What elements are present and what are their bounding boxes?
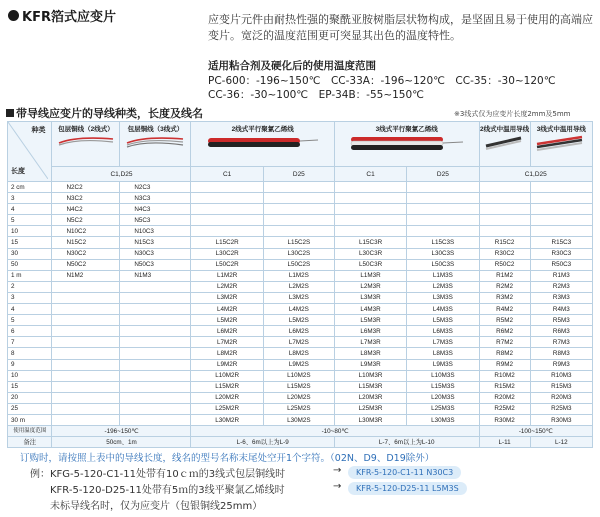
length-cell: 30 m [8,414,52,425]
table-row [8,281,593,292]
code-cell [120,326,191,337]
code-cell: L50C3S [407,259,479,270]
code-cell: L7M2R [191,337,263,348]
length-cell: 25 [8,403,52,414]
table-row [8,193,593,204]
length-cell: 50 [8,259,52,270]
code-cell [191,193,263,204]
code-cell [263,193,334,204]
code-cell [530,226,592,237]
code-cell: L6M2S [263,326,334,337]
length-cell: 6 [8,326,52,337]
table-row [8,348,593,359]
code-cell: N1M3 [120,270,191,281]
code-cell [407,193,479,204]
product-description: 应变片元件由耐热性强的聚酰亚胺树脂层状物构成，是坚固且易于使用的高端应变片。宽泛的温度范围更可突显其出色的温度特性。 [208,13,593,42]
table-row [8,359,593,370]
code-cell: L15C3R [334,237,406,248]
length-cell: 3 [8,292,52,303]
example-2-text: KFR-5-120-D25-11处带有5ｍ的3线平聚氯乙烯线时 [50,485,285,496]
example-3-text: 未标导线名时，仅为应变片（包银铜线25mm） [50,501,263,512]
code-cell [334,204,406,215]
code-cell: L6M2R [191,326,263,337]
code-cell: L5M3S [407,315,479,326]
code-cell: L6M3R [334,326,406,337]
code-cell: L3M2R [191,292,263,303]
code-cell: N10C2 [52,226,120,237]
length-cell: 7 [8,337,52,348]
code-cell [334,182,406,193]
temp-range-pvc: -10~80℃ [191,426,479,437]
table-row [8,403,593,414]
code-cell: L30M3R [334,414,406,425]
code-cell: L6M3S [407,326,479,337]
code-cell [407,226,479,237]
code-cell [120,392,191,403]
pvc-3wire-icon [347,134,467,152]
code-cell: R2M3 [530,281,592,292]
temp-range-clad: -196~150℃ [52,426,191,437]
code-cell [530,204,592,215]
code-cell: L15C2R [191,237,263,248]
code-cell: R30M3 [530,414,592,425]
table-row [8,292,593,303]
code-cell [52,304,120,315]
mid-temp-2wire-icon [483,134,527,152]
code-cell: L15M3S [407,381,479,392]
example-1-text: 例：KFG-5-120-C1-11处带有10ｃｍ的3线式包层铜线时 [30,469,286,480]
code-cell: L8M2R [191,348,263,359]
header-mid-temp-2wire: 2线式中温用导线 [479,122,530,167]
code-cell: R15M2 [479,381,530,392]
code-cell: L9M2R [191,359,263,370]
code-cell: L30M2R [191,414,263,425]
table-row [8,315,593,326]
code-cell: L3M2S [263,292,334,303]
code-cell: L15M3R [334,381,406,392]
code-cell [52,281,120,292]
table-row [8,259,593,270]
length-cell: 5 [8,215,52,226]
corner-kind-label: 种类 [31,127,46,134]
code-cell: L2M2R [191,281,263,292]
code-cell [120,348,191,359]
code-cell: N30C2 [52,248,120,259]
code-cell [120,337,191,348]
code-cell: L50C2R [191,259,263,270]
code-cell: L7M2S [263,337,334,348]
section-square-icon [6,109,14,117]
code-cell: L20M3S [407,392,479,403]
code-cell [120,304,191,315]
code-cell: R30C2 [479,248,530,259]
code-cell: L5M2R [191,315,263,326]
example-1-code: KFR-5-120-C1-11 N30C3 [348,466,461,479]
example-2-arrow-icon: → [333,481,342,492]
ordering-note: 订购时，请按照上表中的导线长度，线名的型号名称末尾处空开1个字符。（02N、D9、D19除外） [20,453,435,464]
table-row [8,392,593,403]
length-cell: 2 cm [8,182,52,193]
code-cell: L20M2S [263,392,334,403]
header-clad-2wire: 包层铜线（2线式） [52,122,120,167]
code-cell: L8M3S [407,348,479,359]
remark-pvc-2wire: L-6、6m以上为L-9 [191,437,334,448]
length-cell: 4 [8,304,52,315]
code-cell: R5M3 [530,315,592,326]
code-cell: L1M3R [334,270,406,281]
code-cell [407,215,479,226]
subheader-pvc2-c1: C1 [191,167,263,182]
code-cell: R50C3 [530,259,592,270]
remark-mid-temp-3wire: L-12 [530,437,592,448]
code-cell: R9M3 [530,359,592,370]
code-cell: L10M3S [407,370,479,381]
code-cell: N2C2 [52,182,120,193]
adhesive-heading: 适用粘合剂及硬化后的使用温度范围 [208,60,376,72]
corner-length-label: 长度 [11,168,25,175]
header-mid-temp-3wire: 3线式中温用导线 [530,122,592,167]
table-body [8,182,593,426]
page-title: KFR箔式应变片 [22,10,116,25]
code-cell: N5C3 [120,215,191,226]
code-cell: L4M3R [334,304,406,315]
table-row [8,248,593,259]
subheader-clad: C1,D25 [52,167,191,182]
adhesive-line-1: PC-600：-196~150℃ CC-33A：-196~120℃ CC-35：-30~120℃ [208,75,556,87]
code-cell [263,226,334,237]
code-cell: R15C2 [479,237,530,248]
code-cell [52,359,120,370]
table-row [8,304,593,315]
code-cell: R15M3 [530,381,592,392]
code-cell [191,182,263,193]
header-pvc-3wire: 3线式平行聚氯乙烯线 [334,122,479,167]
code-cell: R25M2 [479,403,530,414]
code-cell: L15C3S [407,237,479,248]
code-cell: L25M3R [334,403,406,414]
code-cell: L3M3R [334,292,406,303]
code-cell: R6M2 [479,326,530,337]
code-cell: L50C2S [263,259,334,270]
code-cell: R6M3 [530,326,592,337]
code-cell: N4C3 [120,204,191,215]
code-cell: L5M2S [263,315,334,326]
length-cell: 8 [8,348,52,359]
table-row [8,414,593,425]
code-cell: R2M2 [479,281,530,292]
code-cell: L4M3S [407,304,479,315]
code-cell: L2M3S [407,281,479,292]
length-cell: 1 m [8,270,52,281]
code-cell: L10M3R [334,370,406,381]
code-cell: L25M3S [407,403,479,414]
adhesive-line-2: CC-36：-30~100℃ EP-34B：-55~150℃ [208,89,424,101]
code-cell: R15C3 [530,237,592,248]
code-cell: R50C2 [479,259,530,270]
code-cell: L10M2R [191,370,263,381]
code-cell: N15C3 [120,237,191,248]
code-cell [334,226,406,237]
code-cell [334,215,406,226]
length-cell: 5 [8,315,52,326]
code-cell: N10C3 [120,226,191,237]
code-cell: L9M3S [407,359,479,370]
code-cell: R3M3 [530,292,592,303]
code-cell: R3M2 [479,292,530,303]
code-cell: N1M2 [52,270,120,281]
temp-range-mid-temp: -100~150℃ [479,426,593,437]
code-cell [52,370,120,381]
code-cell: L15M2S [263,381,334,392]
code-cell [479,182,530,193]
code-cell: N3C2 [52,193,120,204]
code-cell: L2M3R [334,281,406,292]
code-cell: N2C3 [120,182,191,193]
code-cell: L7M3R [334,337,406,348]
code-cell [479,215,530,226]
code-cell [407,182,479,193]
code-cell [191,204,263,215]
table-row [8,326,593,337]
code-cell: R9M2 [479,359,530,370]
subheader-pvc2-d25: D25 [263,167,334,182]
leadwire-table [7,121,593,448]
code-cell: L30M3S [407,414,479,425]
pvc-2wire-icon [204,134,322,150]
code-cell: L25M2R [191,403,263,414]
length-cell: 15 [8,381,52,392]
table-row [8,370,593,381]
length-cell: 20 [8,392,52,403]
subheader-mid-temp: C1,D25 [479,167,593,182]
code-cell: L9M2S [263,359,334,370]
length-cell: 10 [8,226,52,237]
subheader-pvc3-d25: D25 [407,167,479,182]
temp-range-row [8,426,593,437]
code-cell: L10M2S [263,370,334,381]
code-cell [191,215,263,226]
code-cell: R25M3 [530,403,592,414]
code-cell: N50C2 [52,259,120,270]
header-pvc-2wire: 2线式平行聚氯乙烯线 [191,122,334,167]
code-cell: N30C3 [120,248,191,259]
code-cell [120,414,191,425]
code-cell: L30M2S [263,414,334,425]
table-row [8,237,593,248]
length-cell: 15 [8,237,52,248]
code-cell [530,215,592,226]
code-cell [52,348,120,359]
code-cell: L25M2S [263,403,334,414]
code-cell [120,359,191,370]
remark-mid-temp-2wire: L-11 [479,437,530,448]
code-cell [52,392,120,403]
code-cell: L4M2R [191,304,263,315]
code-cell [479,226,530,237]
code-cell [530,182,592,193]
mid-temp-3wire-icon [534,134,588,152]
code-cell: L20M2R [191,392,263,403]
code-cell: R7M2 [479,337,530,348]
code-cell: L30C3R [334,248,406,259]
code-cell [530,193,592,204]
code-cell [120,381,191,392]
code-cell: R5M2 [479,315,530,326]
code-cell [479,193,530,204]
code-cell: L50C3R [334,259,406,270]
length-cell: 4 [8,204,52,215]
code-cell: R30M2 [479,414,530,425]
code-cell: R1M3 [530,270,592,281]
code-cell: L9M3R [334,359,406,370]
code-cell: R8M3 [530,348,592,359]
code-cell [334,193,406,204]
code-cell: L1M2S [263,270,334,281]
code-cell [263,182,334,193]
example-2-code: KFR-5-120-D25-11 L5M3S [348,482,467,495]
code-cell [52,403,120,414]
clad-2wire-icon [57,134,115,148]
code-cell: R20M2 [479,392,530,403]
code-cell [263,215,334,226]
code-cell: L30C3S [407,248,479,259]
subheader-pvc3-c1: C1 [334,167,406,182]
remark-pvc-3wire: L-7、6m以上为L-10 [334,437,479,448]
code-cell: N50C3 [120,259,191,270]
section-note: ※3线式仅为应变片长度2mm及5mm [454,110,571,118]
code-cell [120,315,191,326]
code-cell: R20M3 [530,392,592,403]
code-cell [263,204,334,215]
code-cell [52,315,120,326]
code-cell: R7M3 [530,337,592,348]
code-cell: L7M3S [407,337,479,348]
code-cell: N15C2 [52,237,120,248]
code-cell: L15M2R [191,381,263,392]
corner-cell [8,122,52,182]
code-cell: L1M2R [191,270,263,281]
code-cell: R1M2 [479,270,530,281]
code-cell [120,370,191,381]
length-cell: 30 [8,248,52,259]
code-cell: L15C2S [263,237,334,248]
length-cell: 10 [8,370,52,381]
length-cell: 9 [8,359,52,370]
code-cell: L8M2S [263,348,334,359]
table-row [8,226,593,237]
code-cell: N3C3 [120,193,191,204]
code-cell: R8M2 [479,348,530,359]
length-cell: 3 [8,193,52,204]
code-cell: L1M3S [407,270,479,281]
code-cell: R4M3 [530,304,592,315]
code-cell: L4M2S [263,304,334,315]
code-cell [191,226,263,237]
code-cell: L5M3R [334,315,406,326]
remark-row [8,437,593,448]
code-cell [407,204,479,215]
code-cell [52,381,120,392]
table-row [8,215,593,226]
code-cell: R10M2 [479,370,530,381]
code-cell: L30C2R [191,248,263,259]
code-cell: R4M2 [479,304,530,315]
code-cell [120,281,191,292]
code-cell [52,414,120,425]
example-1-arrow-icon: → [333,465,342,476]
clad-3wire-icon [125,134,185,148]
code-cell [52,337,120,348]
section-title: 带导线应变片的导线种类，长度及线名 [16,107,203,120]
length-cell: 2 [8,281,52,292]
code-cell: N4C2 [52,204,120,215]
code-cell [479,204,530,215]
code-cell: L3M3S [407,292,479,303]
code-cell: L2M2S [263,281,334,292]
table-row [8,337,593,348]
code-cell: R10M3 [530,370,592,381]
code-cell: L30C2S [263,248,334,259]
code-cell [120,403,191,414]
temp-range-label: 使用温度范围 [8,426,52,437]
code-cell [52,326,120,337]
table-row [8,204,593,215]
code-cell [52,292,120,303]
title-bullet-icon [8,10,19,21]
code-cell: L8M3R [334,348,406,359]
code-cell: L20M3R [334,392,406,403]
code-cell: N5C2 [52,215,120,226]
table-row [8,182,593,193]
remark-clad: 50cm、1m [52,437,191,448]
code-cell [120,292,191,303]
remark-label: 备注 [8,437,52,448]
header-clad-3wire: 包层铜线（3线式） [120,122,191,167]
table-row [8,270,593,281]
code-cell: R30C3 [530,248,592,259]
table-row [8,381,593,392]
